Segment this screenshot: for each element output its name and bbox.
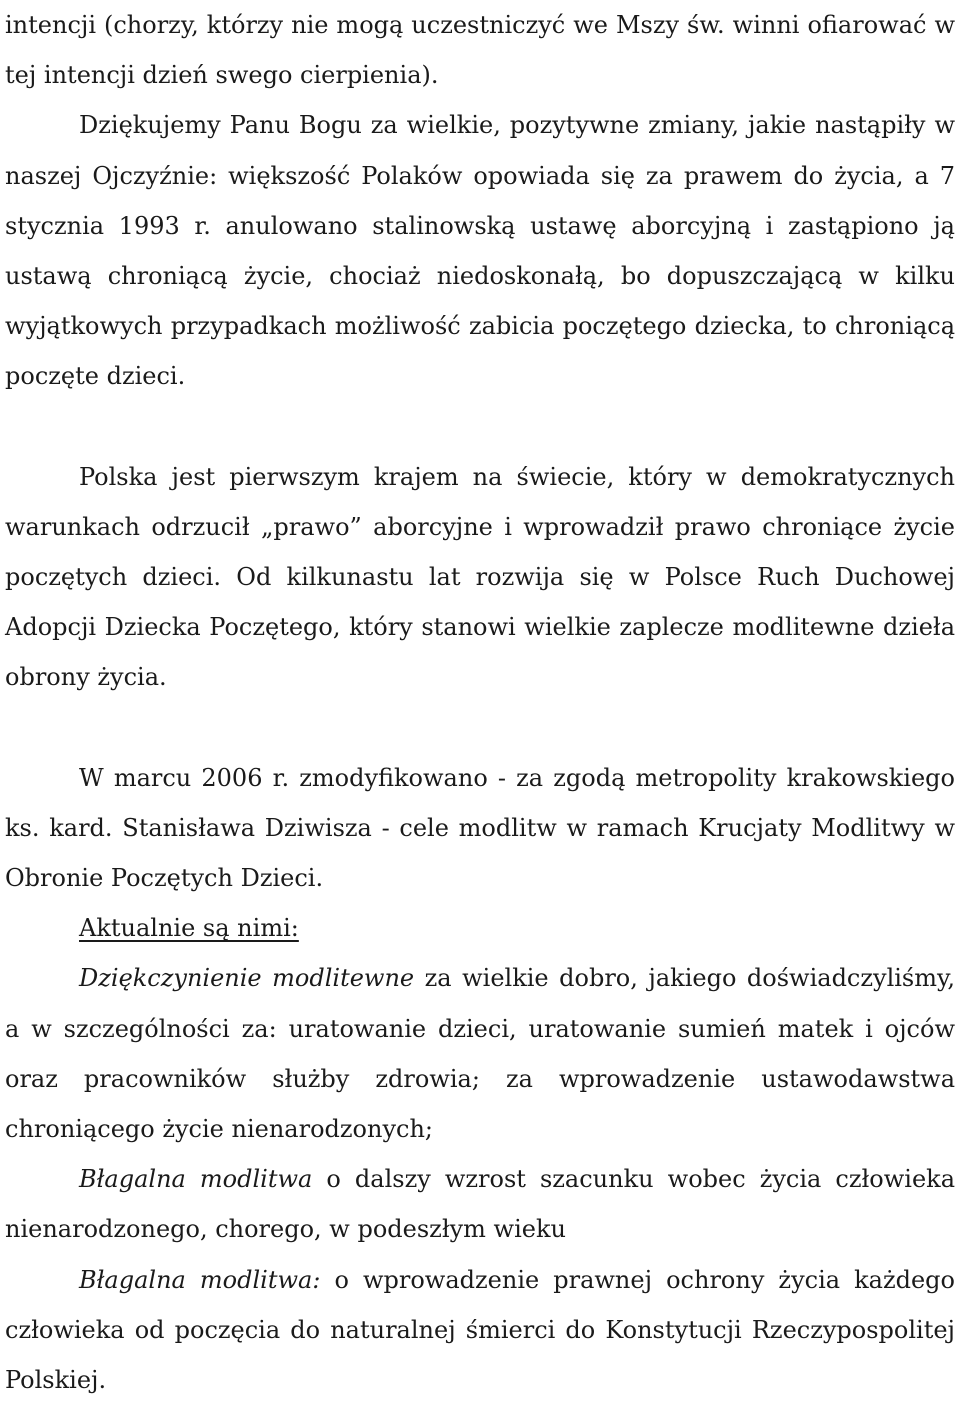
supplication-1-text: o dalszy wzrost szacunku wobec życia człowieka nienarodzonego, chorego, w podeszłym wieku (5, 1165, 955, 1244)
paragraph-current-intentions (5, 903, 955, 953)
paragraph-supplication-1 (5, 1154, 955, 1254)
thanksgiving-prayer-text: za wielkie dobro, jakiego doświadczyliśmy, a w szczególności za: uratowanie dzieci, uratowanie sumień matek i ojców oraz pracowników służby zdrowia; za wprowadzenie ustawodawstwa chroniącego życie nienarodzonych; (5, 964, 955, 1144)
paragraph-continuation: intencji (chorzy, którzy nie mogą uczestniczyć we Mszy św. winni ofiarować w tej intencji dzień swego cierpienia). (5, 11, 955, 90)
paragraph-spacer (5, 402, 955, 452)
paragraph-march-2006: W marcu 2006 r. zmodyfikowano - za zgodą metropolity krakowskiego ks. kard. Stanisława Dziwisza - cele modlitw w ramach Krucjaty Modlitwy w Obronie Poczętych Dzieci. (5, 763, 955, 893)
paragraph-thanksgiving-prayer (5, 953, 955, 1154)
paragraph-poland: Polska jest pierwszym krajem na świecie, który w demokratycznych warunkach odrzucił „prawo” aborcyjne i wprowadził prawo chroniące życie poczętych dzieci. Od kilkunastu lat rozwija się w Polsce Ruch Duchowej Adopcji Dziecka Poczętego, który stanowi wielkie zaplecze modlitewne dzieła obrony życia. (5, 462, 955, 692)
paragraph-thanks: Dziękujemy Panu Bogu za wielkie, pozytywne zmiany, jakie nastąpiły w naszej Ojczyźnie: większość Polaków opowiada się za prawem do życia, a 7 stycznia 1993 r. anulowano stalinowską ustawę aborcyjną i zastąpiono ją ustawą chroniącą życie, chociaż niedoskonałą, bo dopuszczającą w kilku wyjątkowych przypadkach możliwość zabicia poczętego dziecka, to chroniącą poczęte dzieci. (5, 111, 955, 391)
paragraph-supplication-2 (5, 1255, 955, 1405)
current-intentions-heading: Aktualnie są nimi: (79, 914, 299, 943)
paragraph-spacer (5, 703, 955, 753)
supplication-1-label: Błagalna modlitwa (79, 1165, 313, 1194)
supplication-2-label: Błagalna modlitwa: (79, 1265, 321, 1294)
thanksgiving-prayer-label: Dziękczynienie modlitewne (79, 964, 415, 993)
document-page (5, 0, 955, 1405)
supplication-2-text: o wprowadzenie prawnej ochrony życia każdego człowieka od poczęcia do naturalnej śmierci do Konstytucji Rzeczypospolitej Polskiej. (5, 1265, 955, 1395)
